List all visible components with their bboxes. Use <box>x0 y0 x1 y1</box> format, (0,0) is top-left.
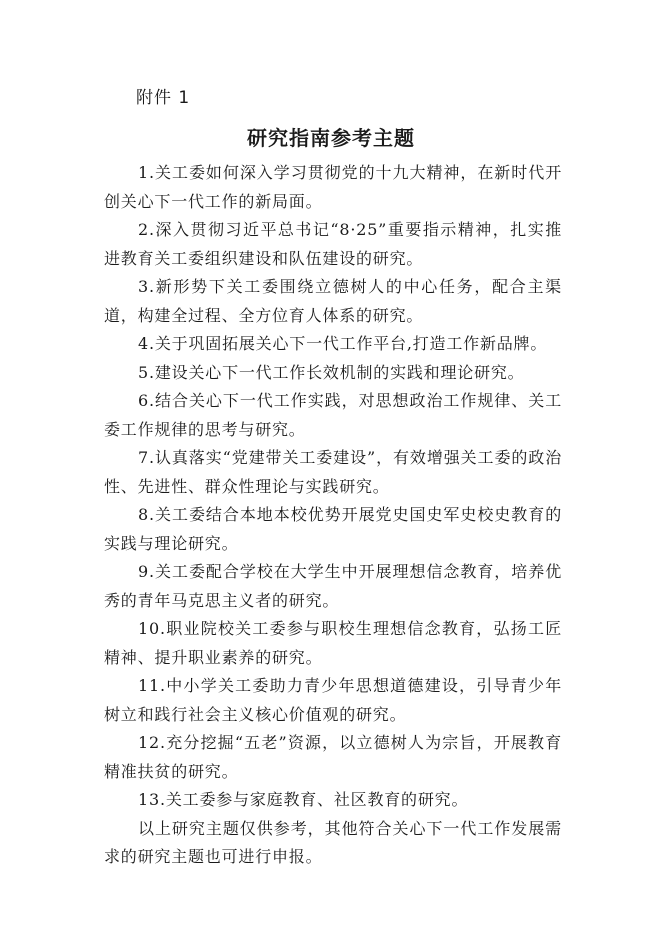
paragraph-item-13: 13.关工委参与家庭教育、社区教育的研究。 <box>138 790 469 809</box>
paragraph-item-4: 4.关于巩固拓展关心下一代工作平台,打造工作新品牌。 <box>138 334 548 353</box>
paragraph-item-11: 11.中小学关工委助力青少年思想道德建设，引导青少年树立和践行社会主义核心价值观的研究。 <box>104 676 562 724</box>
page-title: 研究指南参考主题 <box>247 126 415 150</box>
paragraph-item-2: 2.深入贯彻习近平总书记“8·25”重要指示精神，扎实推进教育关工委组织建设和队伍建设的研究。 <box>104 220 562 268</box>
closing-note: 以上研究主题仅供参考，其他符合关心下一代工作发展需求的研究主题也可进行申报。 <box>104 818 562 866</box>
document-body <box>104 159 562 872</box>
paragraph-item-3: 3.新形势下关工委围绕立德树人的中心任务，配合主渠道，构建全过程、全方位育人体系的研究。 <box>104 277 562 325</box>
attachment-label: 附件 1 <box>136 88 191 108</box>
paragraph-item-12: 12.充分挖掘“五老”资源，以立德树人为宗旨，开展教育精准扶贫的研究。 <box>104 733 562 781</box>
paragraph-item-7: 7.认真落实“党建带关工委建设”，有效增强关工委的政治性、先进性、群众性理论与实践研究。 <box>104 448 562 496</box>
paragraph-item-6: 6.结合关心下一代工作实践，对思想政治工作规律、关工委工作规律的思考与研究。 <box>104 391 562 439</box>
paragraph-item-1: 1.关工委如何深入学习贯彻党的十九大精神，在新时代开创关心下一代工作的新局面。 <box>104 163 562 211</box>
paragraph-item-8: 8.关工委结合本地本校优势开展党史国史军史校史教育的实践与理论研究。 <box>104 505 562 553</box>
paragraph-item-5: 5.建设关心下一代工作长效机制的实践和理论研究。 <box>138 362 525 382</box>
paragraph-item-10: 10.职业院校关工委参与职校生理想信念教育，弘扬工匠精神、提升职业素养的研究。 <box>104 619 562 667</box>
paragraph-item-9: 9.关工委配合学校在大学生中开展理想信念教育，培养优秀的青年马克思主义者的研究。 <box>104 562 562 610</box>
